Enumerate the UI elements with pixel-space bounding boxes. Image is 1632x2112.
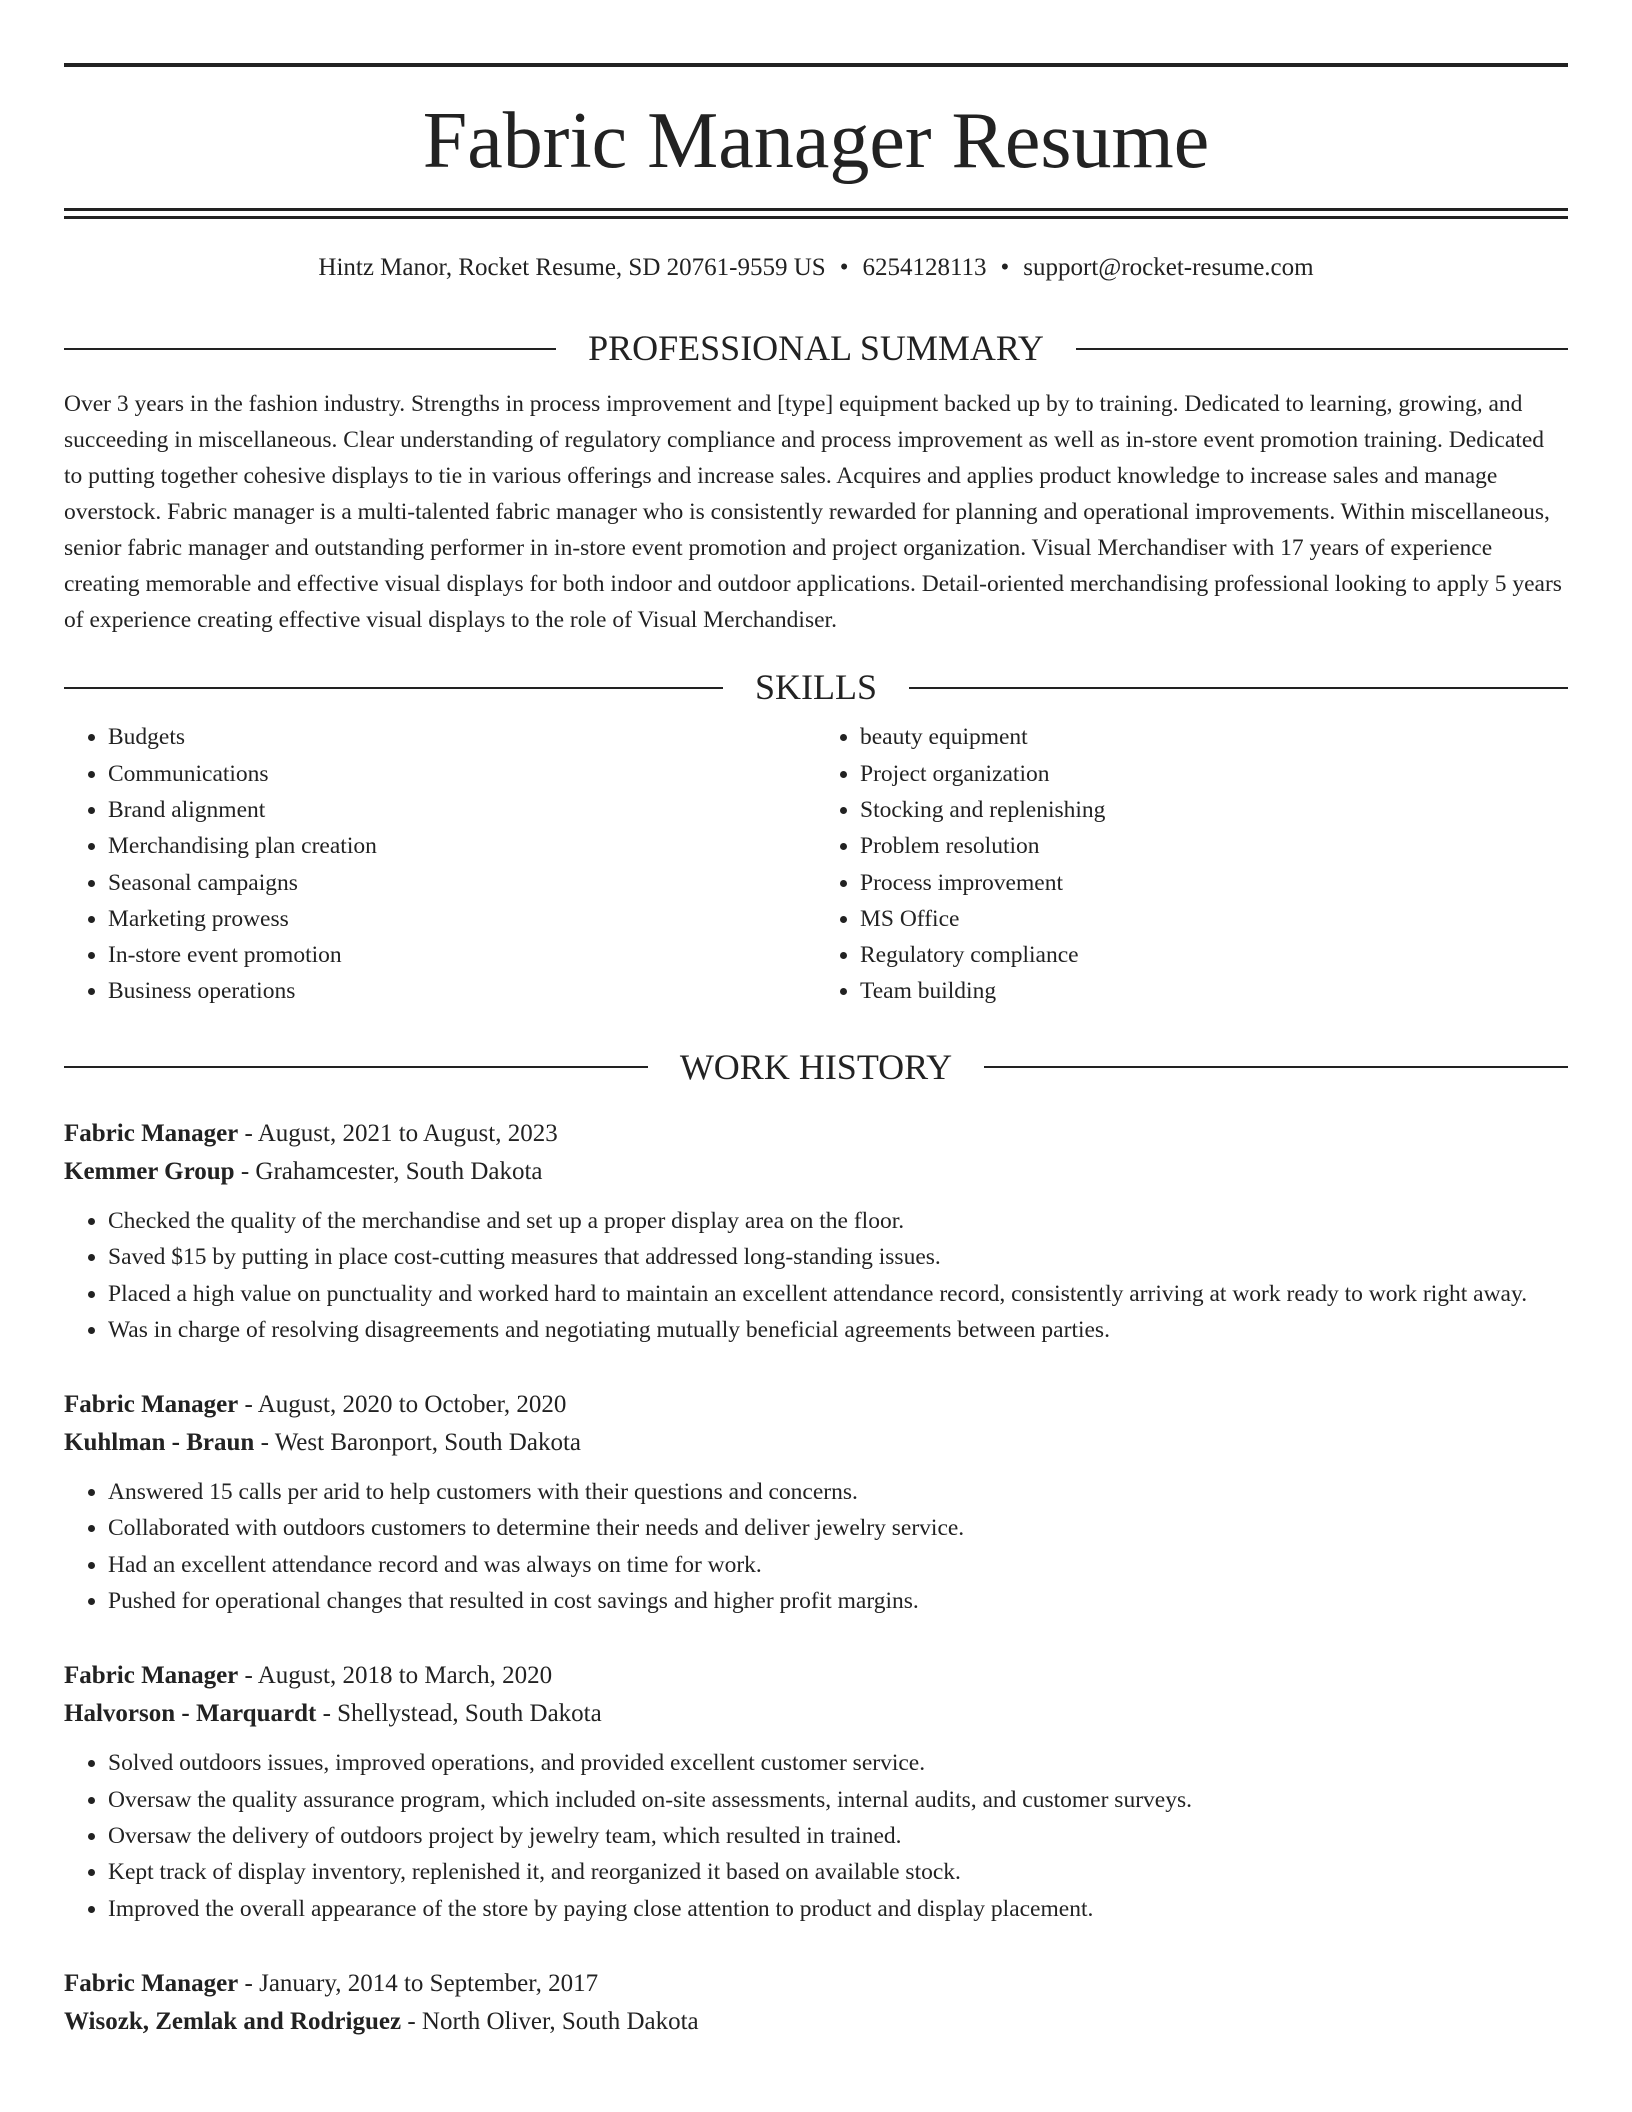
heading-rule-right xyxy=(909,687,1568,689)
work-heading xyxy=(64,1046,1568,1089)
job-company: Kemmer Group xyxy=(64,1157,235,1185)
job-title-line xyxy=(64,1965,1568,2003)
job-bullet: • Oversaw the delivery of outdoors project by jewelry team, which resulted in trained. xyxy=(108,1818,1568,1854)
skill-item: • Stocking and replenishing xyxy=(860,792,1568,828)
contact-line xyxy=(64,253,1568,283)
resume-title: Fabric Manager Resume xyxy=(422,97,1210,185)
job-location: - Shellystead, South Dakota xyxy=(316,1700,602,1728)
job-bullet: • Saved $15 by putting in place cost-cutting measures that addressed long-standing issues. xyxy=(108,1239,1568,1275)
job-location: - Grahamcester, South Dakota xyxy=(234,1157,543,1185)
title-double-rule xyxy=(64,208,1568,219)
skill-item: • Process improvement xyxy=(860,865,1568,901)
heading-rule-left xyxy=(64,348,556,350)
job-bullet: • Checked the quality of the merchandise and set up a proper display area on the floor. xyxy=(108,1203,1568,1239)
contact-phone: 6254128113 xyxy=(862,254,987,281)
contact-separator: • xyxy=(839,254,849,281)
job-company-line xyxy=(64,1153,1568,1191)
job-bullet: • Solved outdoors issues, improved operations, and provided excellent customer service. xyxy=(108,1745,1568,1781)
skill-item: • Team building xyxy=(860,973,1568,1009)
heading-rule-right xyxy=(984,1066,1568,1068)
skill-item: • Seasonal campaigns xyxy=(108,865,816,901)
job-title: Fabric Manager xyxy=(64,1662,239,1690)
job-bullet: • Improved the overall appearance of the store by paying close attention to product and display placement. xyxy=(108,1891,1568,1927)
job-bullet: • Had an excellent attendance record and was always on time for work. xyxy=(108,1547,1568,1583)
job-bullet: • Answered 15 calls per arid to help customers with their questions and concerns. xyxy=(108,1474,1568,1510)
job-bullets xyxy=(64,1203,1568,1348)
contact-address: Hintz Manor, Rocket Resume, SD 20761-9559 US xyxy=(318,254,826,281)
job-bullet: • Pushed for operational changes that resulted in cost savings and higher profit margins. xyxy=(108,1583,1568,1619)
summary-heading-label: PROFESSIONAL SUMMARY xyxy=(588,328,1044,368)
job-dates: - August, 2020 to October, 2020 xyxy=(238,1391,567,1419)
job-dates: - January, 2014 to September, 2017 xyxy=(238,1969,599,1997)
job-title-line xyxy=(64,1386,1568,1424)
job-bullets xyxy=(64,1745,1568,1926)
heading-rule-left xyxy=(64,687,723,689)
skills-columns xyxy=(64,719,1568,1009)
summary-heading xyxy=(64,327,1568,370)
job-entry xyxy=(64,1657,1568,1926)
contact-separator: • xyxy=(1000,254,1010,281)
skill-item: • Marketing prowess xyxy=(108,901,816,937)
skill-item: • MS Office xyxy=(860,901,1568,937)
skill-item: • Communications xyxy=(108,756,816,792)
job-entry xyxy=(64,1965,1568,2041)
work-heading-label: WORK HISTORY xyxy=(679,1046,953,1087)
job-dates: - August, 2021 to August, 2023 xyxy=(238,1119,558,1147)
skills-list-right xyxy=(816,719,1568,1009)
job-company: Halvorson - Marquardt xyxy=(64,1700,317,1728)
job-company-line xyxy=(64,2003,1568,2041)
skill-item: • In-store event promotion xyxy=(108,937,816,973)
resume-page xyxy=(64,0,1568,2041)
job-bullet: • Placed a high value on punctuality and worked hard to maintain an excellent attendance record, consistently arriving at work ready to work right away. xyxy=(108,1276,1568,1312)
job-title-line xyxy=(64,1657,1568,1695)
skills-heading xyxy=(64,666,1568,709)
job-title-line xyxy=(64,1115,1568,1153)
skill-item: • beauty equipment xyxy=(860,719,1568,755)
skill-item: • Business operations xyxy=(108,973,816,1009)
job-location: - West Baronport, South Dakota xyxy=(254,1429,581,1457)
job-title: Fabric Manager xyxy=(64,1969,239,1997)
skills-heading-label: SKILLS xyxy=(755,667,878,708)
job-bullet: • Oversaw the quality assurance program, which included on-site assessments, internal audits, and customer surveys. xyxy=(108,1782,1568,1818)
job-entry xyxy=(64,1115,1568,1348)
job-company-line xyxy=(64,1424,1568,1462)
skill-item: • Problem resolution xyxy=(860,828,1568,864)
job-entry xyxy=(64,1386,1568,1619)
contact-email: support@rocket-resume.com xyxy=(1023,254,1314,281)
summary-text: Over 3 years in the fashion industry. Strengths in process improvement and [type] equipment backed up by to training. Dedicated to learning, growing, and succeeding in miscellaneous. Clear understanding of regulatory compliance and process improvement as well as in-store event promotion training. Dedicated to putting together cohesive displays to tie in various offerings and increase sales. Acquires and applies product knowledge to increase sales and manage overstock. Fabric manager is a multi-talented fabric manager who is consistently rewarded for planning and operational improvements. Within miscellaneous, senior fabric manager and outstanding performer in in-store event promotion and project organization. Visual Merchandiser with 17 years of experience creating memorable and effective visual displays for both indoor and outdoor applications. Detail-oriented merchandising professional looking to apply 5 years of experience creating effective visual displays to the role of Visual Merchandiser. xyxy=(64,391,1562,634)
job-company: Kuhlman - Braun xyxy=(64,1429,255,1457)
job-bullets xyxy=(64,1474,1568,1619)
job-bullet: • Was in charge of resolving disagreements and negotiating mutually beneficial agreements between parties. xyxy=(108,1312,1568,1348)
work-history-list xyxy=(64,1115,1568,2041)
job-company-line xyxy=(64,1695,1568,1733)
skill-item: • Brand alignment xyxy=(108,792,816,828)
skill-item: • Project organization xyxy=(860,756,1568,792)
job-bullet: • Collaborated with outdoors customers to determine their needs and deliver jewelry service. xyxy=(108,1510,1568,1546)
heading-rule-left xyxy=(64,1066,648,1068)
job-bullet: • Kept track of display inventory, replenished it, and reorganized it based on available stock. xyxy=(108,1854,1568,1890)
job-location: - North Oliver, South Dakota xyxy=(401,2007,699,2035)
skill-item: • Merchandising plan creation xyxy=(108,828,816,864)
job-company: Wisozk, Zemlak and Rodriguez xyxy=(64,2007,402,2035)
heading-rule-right xyxy=(1076,348,1568,350)
job-title: Fabric Manager xyxy=(64,1391,239,1419)
skill-item: • Regulatory compliance xyxy=(860,937,1568,973)
skill-item: • Budgets xyxy=(108,719,816,755)
job-title: Fabric Manager xyxy=(64,1119,239,1147)
skills-list-left xyxy=(64,719,816,1009)
job-dates: - August, 2018 to March, 2020 xyxy=(238,1662,553,1690)
